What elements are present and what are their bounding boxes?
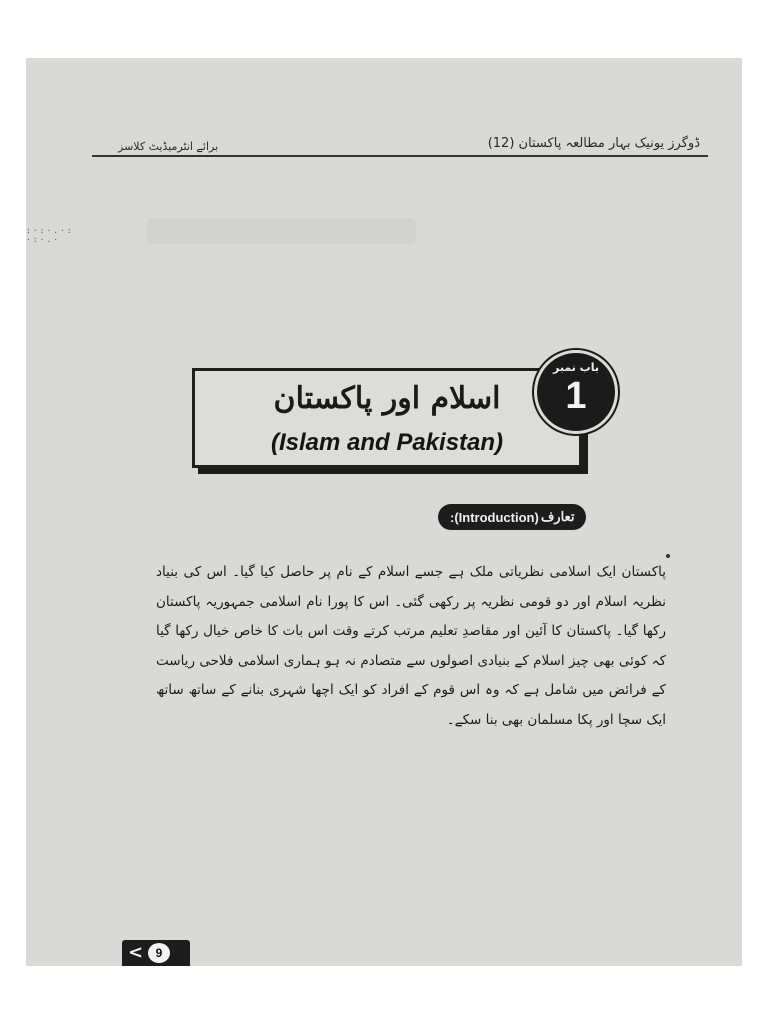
bullet-dot	[666, 554, 670, 558]
chapter-title-urdu: اسلام اور پاکستان	[273, 381, 501, 416]
chapter-label: باب نمبر	[553, 361, 599, 374]
intro-heading-english: (Introduction)	[454, 509, 539, 525]
intro-heading-urdu: تعارف	[540, 509, 575, 524]
intro-paragraph: پاکستان ایک اسلامی نظریاتی ملک ہے جسے اسلام کے نام پر حاصل کیا گیا۔ اس کی بنیاد نظریہ اسلام اور دو قومی نظریہ پر رکھی گئی۔ اس کا پورا نام اسلامی جمہوریہ پاکستان رکھا گیا۔ پاکستان کا آئین اور مقاصدِ تعلیم مرتب کرتے وقت اس بات کا خاص خیال رکھا گیا کہ کوئی بھی چیز اسلام کے بنیادی اصولوں سے متصادم نہ ہو ہماری اسلامی فلاحی ریاست کے فرائض میں شامل ہے کہ وہ اس قوم کے افراد کو ایک اچھا شہری بنانے کے ساتھ ساتھ ایک سچا اور پکا مسلمان بھی بنا سکے۔	[156, 564, 666, 728]
chapter-number-badge	[534, 350, 618, 434]
chapter-title-english: (Islam and Pakistan)	[270, 429, 504, 456]
chapter-title-box	[192, 368, 582, 468]
page-number-tab	[122, 940, 190, 966]
class-label: برائے انٹرمیڈیٹ کلاسز	[118, 140, 219, 153]
intro-heading-suffix: :	[450, 509, 455, 525]
header-divider	[92, 155, 708, 157]
page-number: 9	[148, 943, 170, 963]
paper-specks: :·:·.·: ·:·.·	[26, 226, 74, 244]
book-title: ڈوگرز یونیک بہار مطالعہ پاکستان (12)	[487, 136, 700, 151]
chapter-number: 1	[565, 375, 587, 417]
print-smudge	[146, 218, 416, 244]
introduction-heading	[438, 504, 586, 530]
chevron-left-icon: <	[128, 942, 144, 963]
book-page	[26, 58, 742, 966]
